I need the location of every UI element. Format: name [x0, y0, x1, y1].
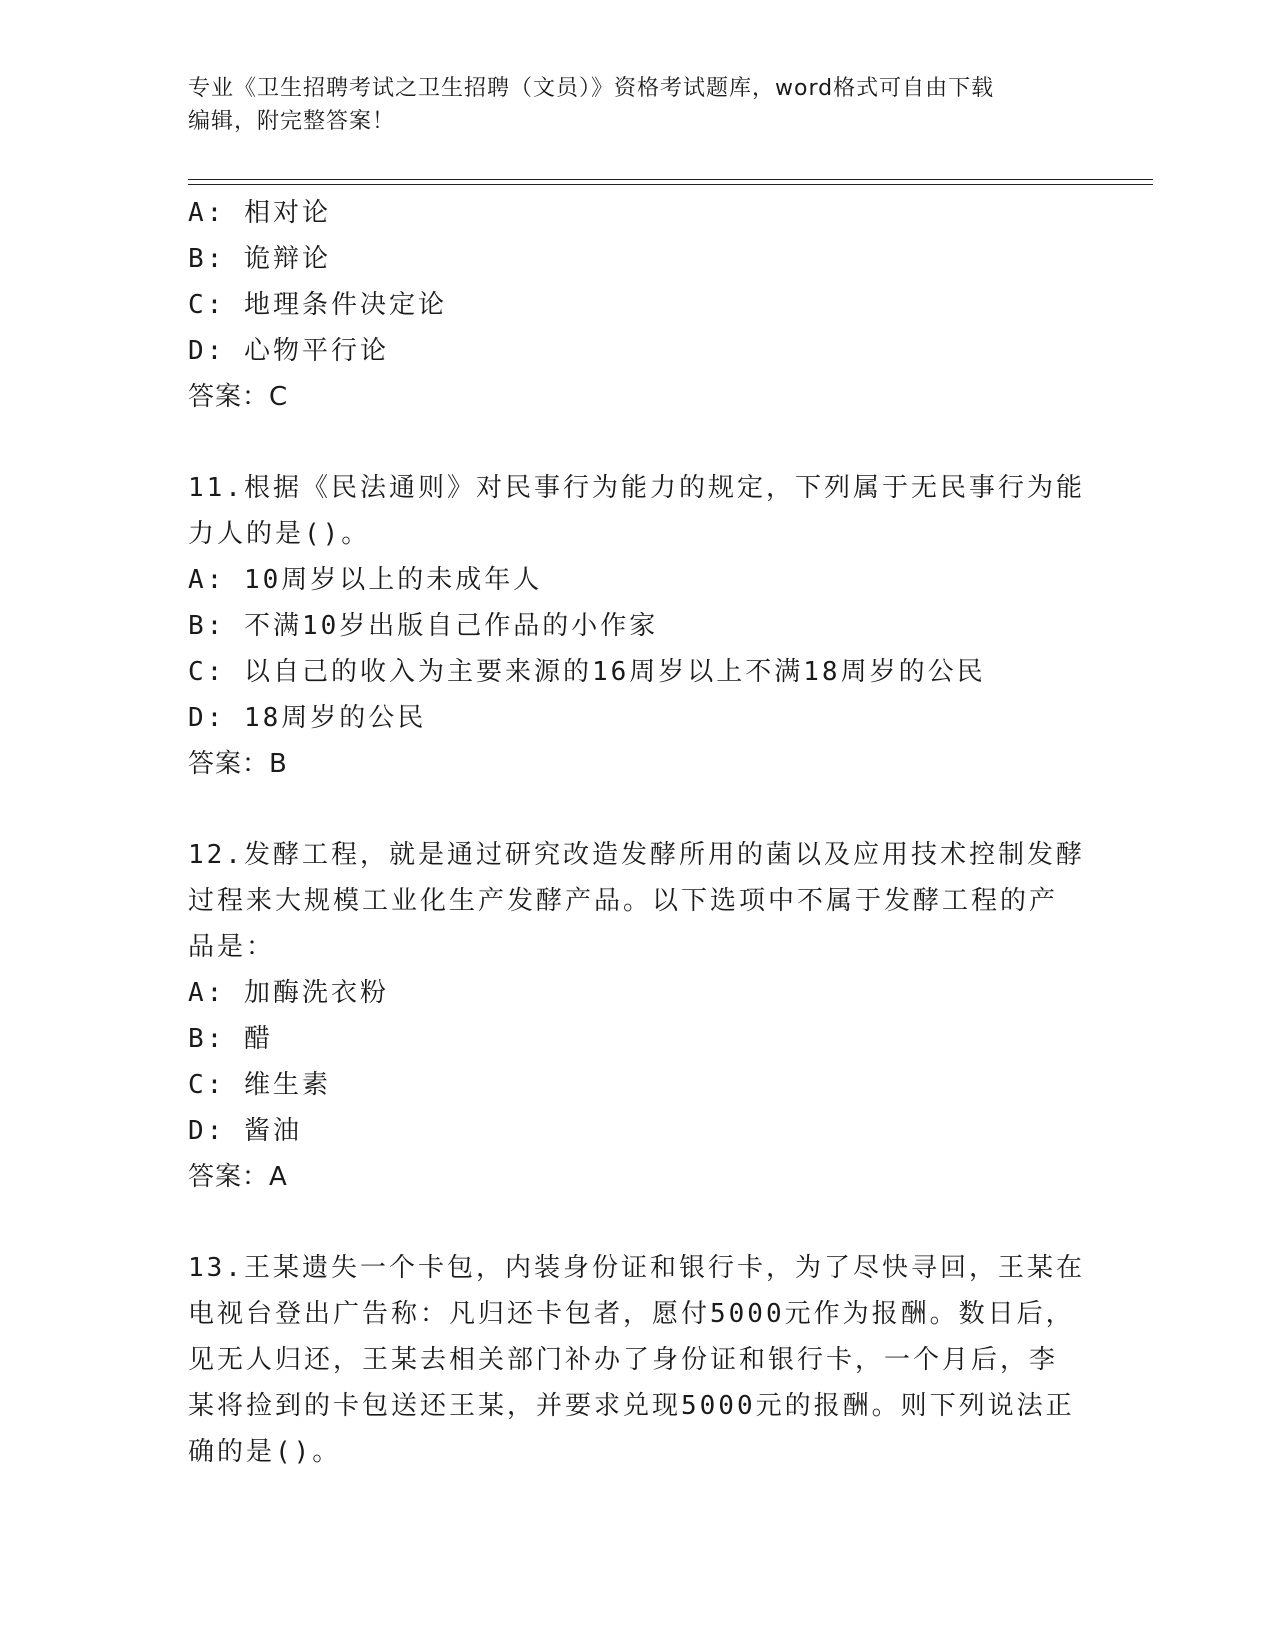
question-list — [188, 190, 1088, 1475]
question-spacer — [188, 1200, 1088, 1245]
option-a: A: 相对论 — [188, 198, 331, 228]
question-stem-line: 12.发酵工程，就是通过研究改造发酵所用的菌以及应用技术控制发酵 — [188, 840, 1085, 870]
option-b: B: 醋 — [188, 1024, 273, 1054]
header-line-1: 专业《卫生招聘考试之卫生招聘（文员）》资格考试题库，word格式可自由下载 — [188, 76, 995, 101]
answer: 答案：B — [188, 749, 288, 779]
option-d: D: 酱油 — [188, 1116, 302, 1146]
question-stem-line: 力人的是()。 — [188, 519, 371, 549]
option-a: A: 10周岁以上的未成年人 — [188, 565, 543, 595]
question-12 — [188, 832, 1088, 1200]
option-a: A: 加酶洗衣粉 — [188, 978, 389, 1008]
question-stem-line: 见无人归还，王某去相关部门补办了身份证和银行卡，一个月后，李 — [188, 1345, 1059, 1375]
option-d: D: 18周岁的公民 — [188, 703, 427, 733]
answer: 答案：A — [188, 1162, 288, 1192]
option-c: C: 维生素 — [188, 1070, 331, 1100]
question-spacer — [188, 420, 1088, 465]
option-b: B: 不满10岁出版自己作品的小作家 — [188, 611, 659, 641]
option-c: C: 以自己的收入为主要来源的16周岁以上不满18周岁的公民 — [188, 657, 986, 687]
option-b: B: 诡辩论 — [188, 244, 331, 274]
answer: 答案：C — [188, 382, 289, 412]
document-header — [188, 72, 1088, 138]
question-10 — [188, 190, 1088, 420]
question-stem-line: 13.王某遗失一个卡包，内装身份证和银行卡，为了尽快寻回，王某在 — [188, 1253, 1085, 1283]
option-c: C: 地理条件决定论 — [188, 290, 447, 320]
question-spacer — [188, 787, 1088, 832]
question-stem-line: 11.根据《民法通则》对民事行为能力的规定，下列属于无民事行为能 — [188, 473, 1085, 503]
question-stem-line: 品是： — [188, 932, 276, 962]
question-13 — [188, 1245, 1088, 1475]
question-11 — [188, 465, 1088, 787]
header-line-2: 编辑，附完整答案！ — [188, 109, 396, 134]
question-stem-line: 电视台登出广告称：凡归还卡包者，愿付5000元作为报酬。数日后， — [188, 1299, 1075, 1329]
question-stem-line: 某将捡到的卡包送还王某，并要求兑现5000元的报酬。则下列说法正 — [188, 1391, 1075, 1421]
question-stem-line: 过程来大规模工业化生产发酵产品。以下选项中不属于发酵工程的产 — [188, 886, 1059, 916]
header-divider-top — [188, 179, 1153, 180]
header-divider-bottom — [188, 184, 1153, 185]
question-stem-line: 确的是()。 — [188, 1437, 342, 1467]
option-d: D: 心物平行论 — [188, 336, 389, 366]
